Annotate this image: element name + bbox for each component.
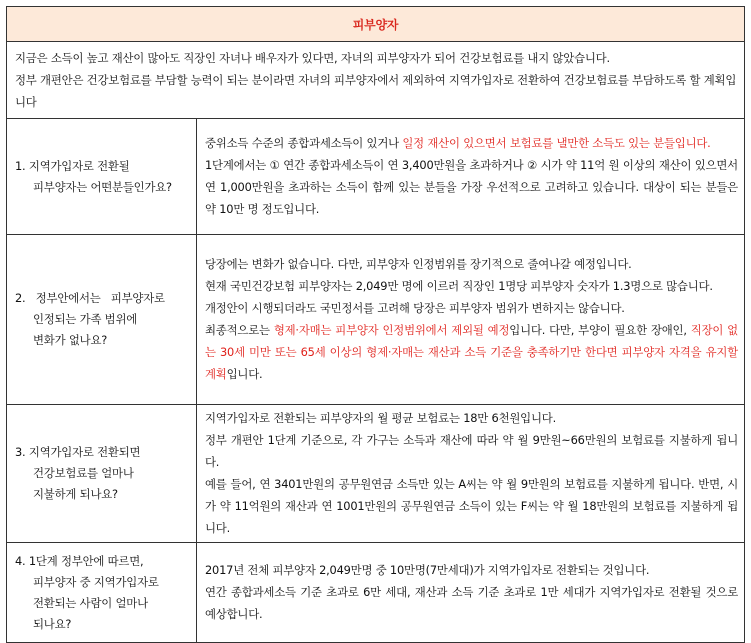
- page-title: 피부양자: [7, 7, 745, 42]
- question-4: [7, 543, 197, 643]
- question-text: 피부양자는 어떤분들인가요?: [33, 179, 172, 194]
- answer-paragraph: 지역가입자로 전환되는 피부양자의 월 평균 보험료는 18만 6천원입니다.: [205, 411, 557, 425]
- highlight-text: 직장이 없는 30세 미만 또는 65세 이상의 형제·자매는 재산과 소득 기준을 충족하기만 한다면 피부양자 자격을 유지할 계획: [205, 323, 738, 381]
- intro-line-1: 지금은 소득이 높고 재산이 많아도 직장인 자녀나 배우자가 있다면, 자녀의 피부양자가 되어 건강보험료를 내지 않았습니다.: [15, 51, 610, 65]
- answer-paragraph: 개정안이 시행되더라도 국민정서를 고려해 당장은 피부양자 범위가 변하지는 않습니다.: [205, 301, 625, 315]
- question-3: [7, 405, 197, 543]
- question-text: 변화가 없나요?: [33, 333, 108, 347]
- question-text: 피부양자 중 지역가입자로: [33, 574, 159, 589]
- highlight-text: 형제·자매는 피부양자 인정범위에서 제외될 예정: [273, 323, 510, 337]
- answer-2: [197, 235, 745, 405]
- question-2: [7, 235, 197, 405]
- answer-paragraph: 예를 들어, 연 3401만원의 공무원연금 소득만 있는 A씨는 약 월 9만원의 보험료를 지불하게 됩니다. 반면, 시가 약 11억원의 재산과 연 1001만원의 공무원연금 소득이 있는 F씨는 약 월 18만원의 보험료를 지불하게 됩니다.: [205, 477, 738, 535]
- answer-3: [197, 405, 745, 543]
- question-text: 건강보험료를 얼마나: [33, 466, 134, 480]
- answer-paragraph: 2017년 전체 피부양자 2,049만명 중 10만명(7만세대)가 지역가입자로 전환되는 것입니다.: [205, 563, 650, 577]
- answer-text: 입니다.: [226, 367, 263, 381]
- answer-paragraph: 1단계에서는 ① 연간 종합과세소득이 연 3,400만원을 초과하거나 ② 시가 약 11억 원 이상의 재산이 있으면서 연 1,000만원을 초과하는 소득이 함께 있는 분들을 가장 우선적으로 고려하고 있습니다. 대상이 되는 분들은 약 10만 명 정도입니다.: [205, 158, 738, 216]
- answer-paragraph: [205, 319, 738, 385]
- answer-text: 중위소득 수준의 종합과세소득이 있거나: [205, 136, 403, 150]
- qa-row-3: [7, 405, 745, 543]
- faq-table: [6, 6, 745, 643]
- answer-1: [197, 119, 745, 235]
- question-text: 1. 지역가입자로 전환될: [15, 158, 130, 173]
- answer-paragraph: [205, 132, 738, 154]
- qa-row-4: [7, 543, 745, 643]
- answer-paragraph: 연간 종합과세소득 기준 초과로 6만 세대, 재산과 소득 기준 초과로 1만 세대가 지역가입자로 전환될 것으로 예상합니다.: [205, 585, 738, 621]
- question-text: 지불하게 되나요?: [33, 487, 118, 501]
- intro-line-2: 정부 개편안은 건강보험료를 부담할 능력이 되는 분이라면 자녀의 피부양자에서 제외하여 지역가입자로 전환하여 건강보험료를 부담하도록 할 계획입니다: [15, 73, 737, 109]
- question-text: 되나요?: [33, 616, 72, 631]
- answer-text: 입니다. 다만, 부양이 필요한 장애인,: [509, 323, 691, 337]
- question-text: 2. 정부안에서는 피부양자로: [15, 291, 165, 305]
- question-text: 4. 1단계 정부안에 따르면,: [15, 553, 144, 568]
- question-text: 3. 지역가입자로 전환되면: [15, 445, 141, 459]
- answer-text: 최종적으로는: [205, 323, 274, 337]
- qa-row-2: [7, 235, 745, 405]
- question-text: 전환되는 사람이 얼마나: [33, 595, 148, 610]
- intro-text: [7, 42, 745, 119]
- answer-paragraph: 당장에는 변화가 없습니다. 다만, 피부양자 인정범위를 장기적으로 줄여나갈 예정입니다.: [205, 257, 632, 271]
- answer-paragraph: 현재 국민건강보험 피부양자는 2,049만 명에 이르러 직장인 1명당 피부양자 숫자가 1.3명으로 많습니다.: [205, 279, 713, 293]
- answer-paragraph: 정부 개편안 1단계 기준으로, 각 가구는 소득과 재산에 따라 약 월 9만원~66만원의 보험료를 지불하게 됩니다.: [205, 433, 738, 469]
- intro-row: [7, 42, 745, 119]
- question-text: 인정되는 가족 범위에: [33, 312, 138, 326]
- highlight-text: 일정 재산이 있으면서 보험료를 낼만한 소득도 있는 분들입니다.: [402, 136, 711, 150]
- faq-document: [6, 6, 745, 643]
- question-1: [7, 119, 197, 235]
- title-row: [7, 7, 745, 42]
- answer-4: [197, 543, 745, 643]
- qa-row-1: [7, 119, 745, 235]
